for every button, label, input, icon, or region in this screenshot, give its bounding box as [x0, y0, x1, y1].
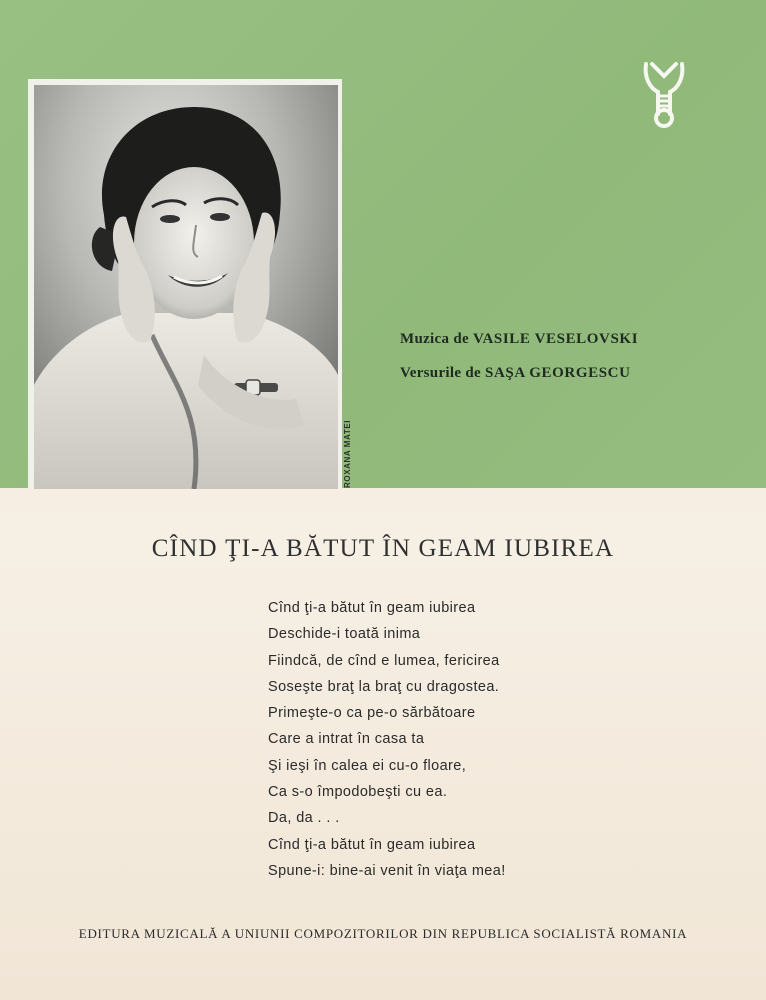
lyricist-name: SAŞA GEORGESCU: [485, 365, 631, 381]
lyric-line: Spune-i: bine-ai venit în viaţa mea!: [268, 862, 506, 879]
lyrics-credit-prefix: Versurile de: [400, 365, 481, 381]
lyric-line: Da, da . . .: [268, 810, 340, 827]
lyric-line: Soseşte braţ la braţ cu dragostea.: [268, 678, 500, 695]
lyric-line: Fiindcă, de cînd e lumea, fericirea: [268, 652, 500, 669]
lyric-line: Şi ieşi în calea ei cu-o floare,: [268, 757, 467, 774]
lyrics-block: [268, 595, 506, 884]
photo-credit: ROXANA MATEI: [343, 419, 352, 488]
lyre-logo-icon: [640, 58, 688, 130]
song-credits: [400, 328, 638, 396]
lyric-line: Deschide-i toată inima: [268, 626, 421, 643]
lyric-line: Primeşte-o ca pe-o sărbătoare: [268, 705, 476, 722]
song-title: CÎND ŢI-A BĂTUT ÎN GEAM IUBIREA: [151, 535, 615, 562]
lyrics-credit: [400, 362, 638, 396]
lyric-line: Care a intrat în casa ta: [268, 731, 425, 748]
composer-name: VASILE VESELOVSKI: [473, 331, 639, 347]
singer-photo: [34, 85, 338, 489]
music-credit: [400, 328, 638, 362]
publisher-imprint: EDITURA MUZICALĂ A UNIUNII COMPOZITORILOR DIN REPUBLICA SOCIALISTĂ ROMANIA: [78, 926, 688, 941]
music-credit-prefix: Muzica de: [400, 331, 469, 347]
lyric-line: Ca s-o împodobeşti cu ea.: [268, 784, 448, 801]
lyric-line: Cînd ţi-a bătut în geam iubirea: [268, 836, 476, 853]
lyric-line: Cînd ţi-a bătut în geam iubirea: [268, 600, 476, 616]
